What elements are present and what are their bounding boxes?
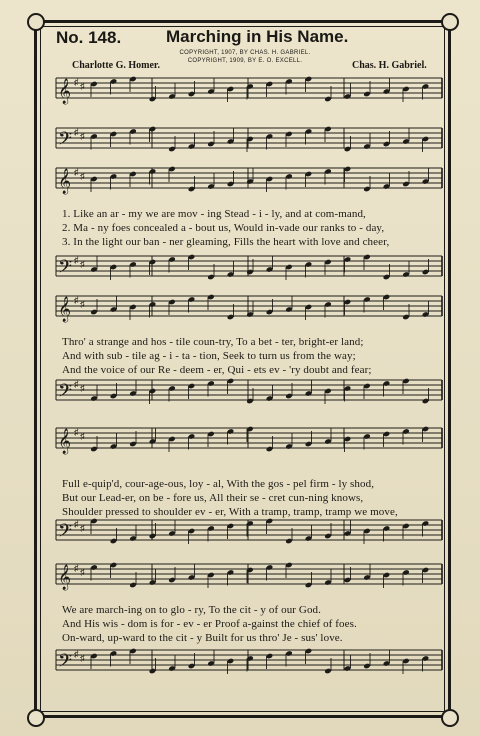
lyric-line: And His wis - dom is for - ev - er Proof a-gainst the chief of foes. (62, 618, 357, 630)
music-staff (52, 162, 446, 196)
sharp-glyph: ♯ (74, 519, 79, 529)
lyric-line: On-ward, up-ward to the cit - y Built for us thro' Je - sus' love. (62, 632, 343, 644)
sharp-glyph: ♯ (74, 167, 79, 177)
sharp-glyph: ♯ (80, 259, 85, 269)
clef-glyph: 𝄞 (58, 169, 72, 194)
sharp-glyph: ♯ (80, 567, 85, 577)
lyric-line: And the voice of our Re - deem - er, Qui - ets ev - 'ry doubt and fear; (62, 364, 372, 376)
music-staff (52, 290, 446, 324)
clef-glyph: 𝄞 (58, 297, 72, 322)
copyright-line: COPYRIGHT, 1907, BY CHAS. H. GABRIEL. (179, 50, 311, 56)
corner-ornament (27, 13, 45, 31)
sharp-glyph: ♯ (74, 295, 79, 305)
sharp-glyph: ♯ (74, 77, 79, 87)
sharp-glyph: ♯ (80, 653, 85, 663)
clef-glyph: 𝄞 (58, 79, 72, 104)
clef-glyph: 𝄢 (58, 129, 73, 154)
music-staff (52, 374, 446, 408)
clef-glyph: 𝄢 (58, 651, 73, 676)
sharp-glyph: ♯ (74, 379, 79, 389)
lyric-line: Shoulder pressed to shoulder ev - er, With a tramp, tramp, tramp we move, (62, 506, 398, 518)
music-staff (52, 122, 446, 156)
sharp-glyph: ♯ (80, 299, 85, 309)
lyric-line: But our Lead-er, on be - fore us, All their se - cret cun-ning knows, (62, 492, 364, 504)
lyric-line: Thro' a strange and hos - tile coun-try, To a bet - ter, bright-er land; (62, 336, 364, 348)
lyric-line: We are march-ing on to glo - ry, To the cit - y of our God. (62, 604, 322, 616)
sharp-glyph: ♯ (80, 431, 85, 441)
sharp-glyph: ♯ (80, 523, 85, 533)
sharp-glyph: ♯ (74, 649, 79, 659)
lyric-line: 3. In the light our ban - ner gleaming, Fills the heart with love and cheer, (62, 236, 390, 248)
sharp-glyph: ♯ (74, 563, 79, 573)
music-staff (52, 250, 446, 284)
clef-glyph: 𝄞 (58, 429, 72, 454)
music-staff (52, 422, 446, 456)
corner-ornament (27, 709, 45, 727)
clef-glyph: 𝄢 (58, 381, 73, 406)
sharp-glyph: ♯ (74, 255, 79, 265)
lyric-line: 2. Ma - ny foes concealed a - bout us, Would in-vade our ranks to - day, (62, 222, 385, 234)
hymn-number: No. 148. (56, 28, 122, 47)
corner-ornament (441, 709, 459, 727)
lyric-line: And with sub - tile ag - i - ta - tion, Seek to turn us from the way; (62, 350, 356, 362)
clef-glyph: 𝄢 (58, 521, 73, 546)
music-staff (52, 514, 446, 548)
music-staff (52, 558, 446, 592)
music-staff (52, 72, 446, 106)
sharp-glyph: ♯ (80, 131, 85, 141)
sharp-glyph: ♯ (80, 383, 85, 393)
lyricist: Charlotte G. Homer. (72, 60, 160, 71)
clef-glyph: 𝄢 (58, 257, 73, 282)
copyright-line: COPYRIGHT, 1909, BY E. O. EXCELL. (187, 58, 303, 64)
sharp-glyph: ♯ (80, 171, 85, 181)
sharp-glyph: ♯ (80, 81, 85, 91)
clef-glyph: 𝄞 (58, 565, 72, 590)
lyric-line: Full e-quip'd, cour-age-ous, loy - al, With the gos - pel firm - ly shod, (62, 478, 375, 490)
lyric-line: 1. Like an ar - my we are mov - ing Stead - i - ly, and at com-mand, (62, 208, 366, 220)
corner-ornament (441, 13, 459, 31)
music-staff (52, 644, 446, 678)
hymn-title: Marching in His Name. (166, 27, 349, 46)
composer: Chas. H. Gabriel. (352, 60, 427, 71)
sharp-glyph: ♯ (74, 127, 79, 137)
sharp-glyph: ♯ (74, 427, 79, 437)
